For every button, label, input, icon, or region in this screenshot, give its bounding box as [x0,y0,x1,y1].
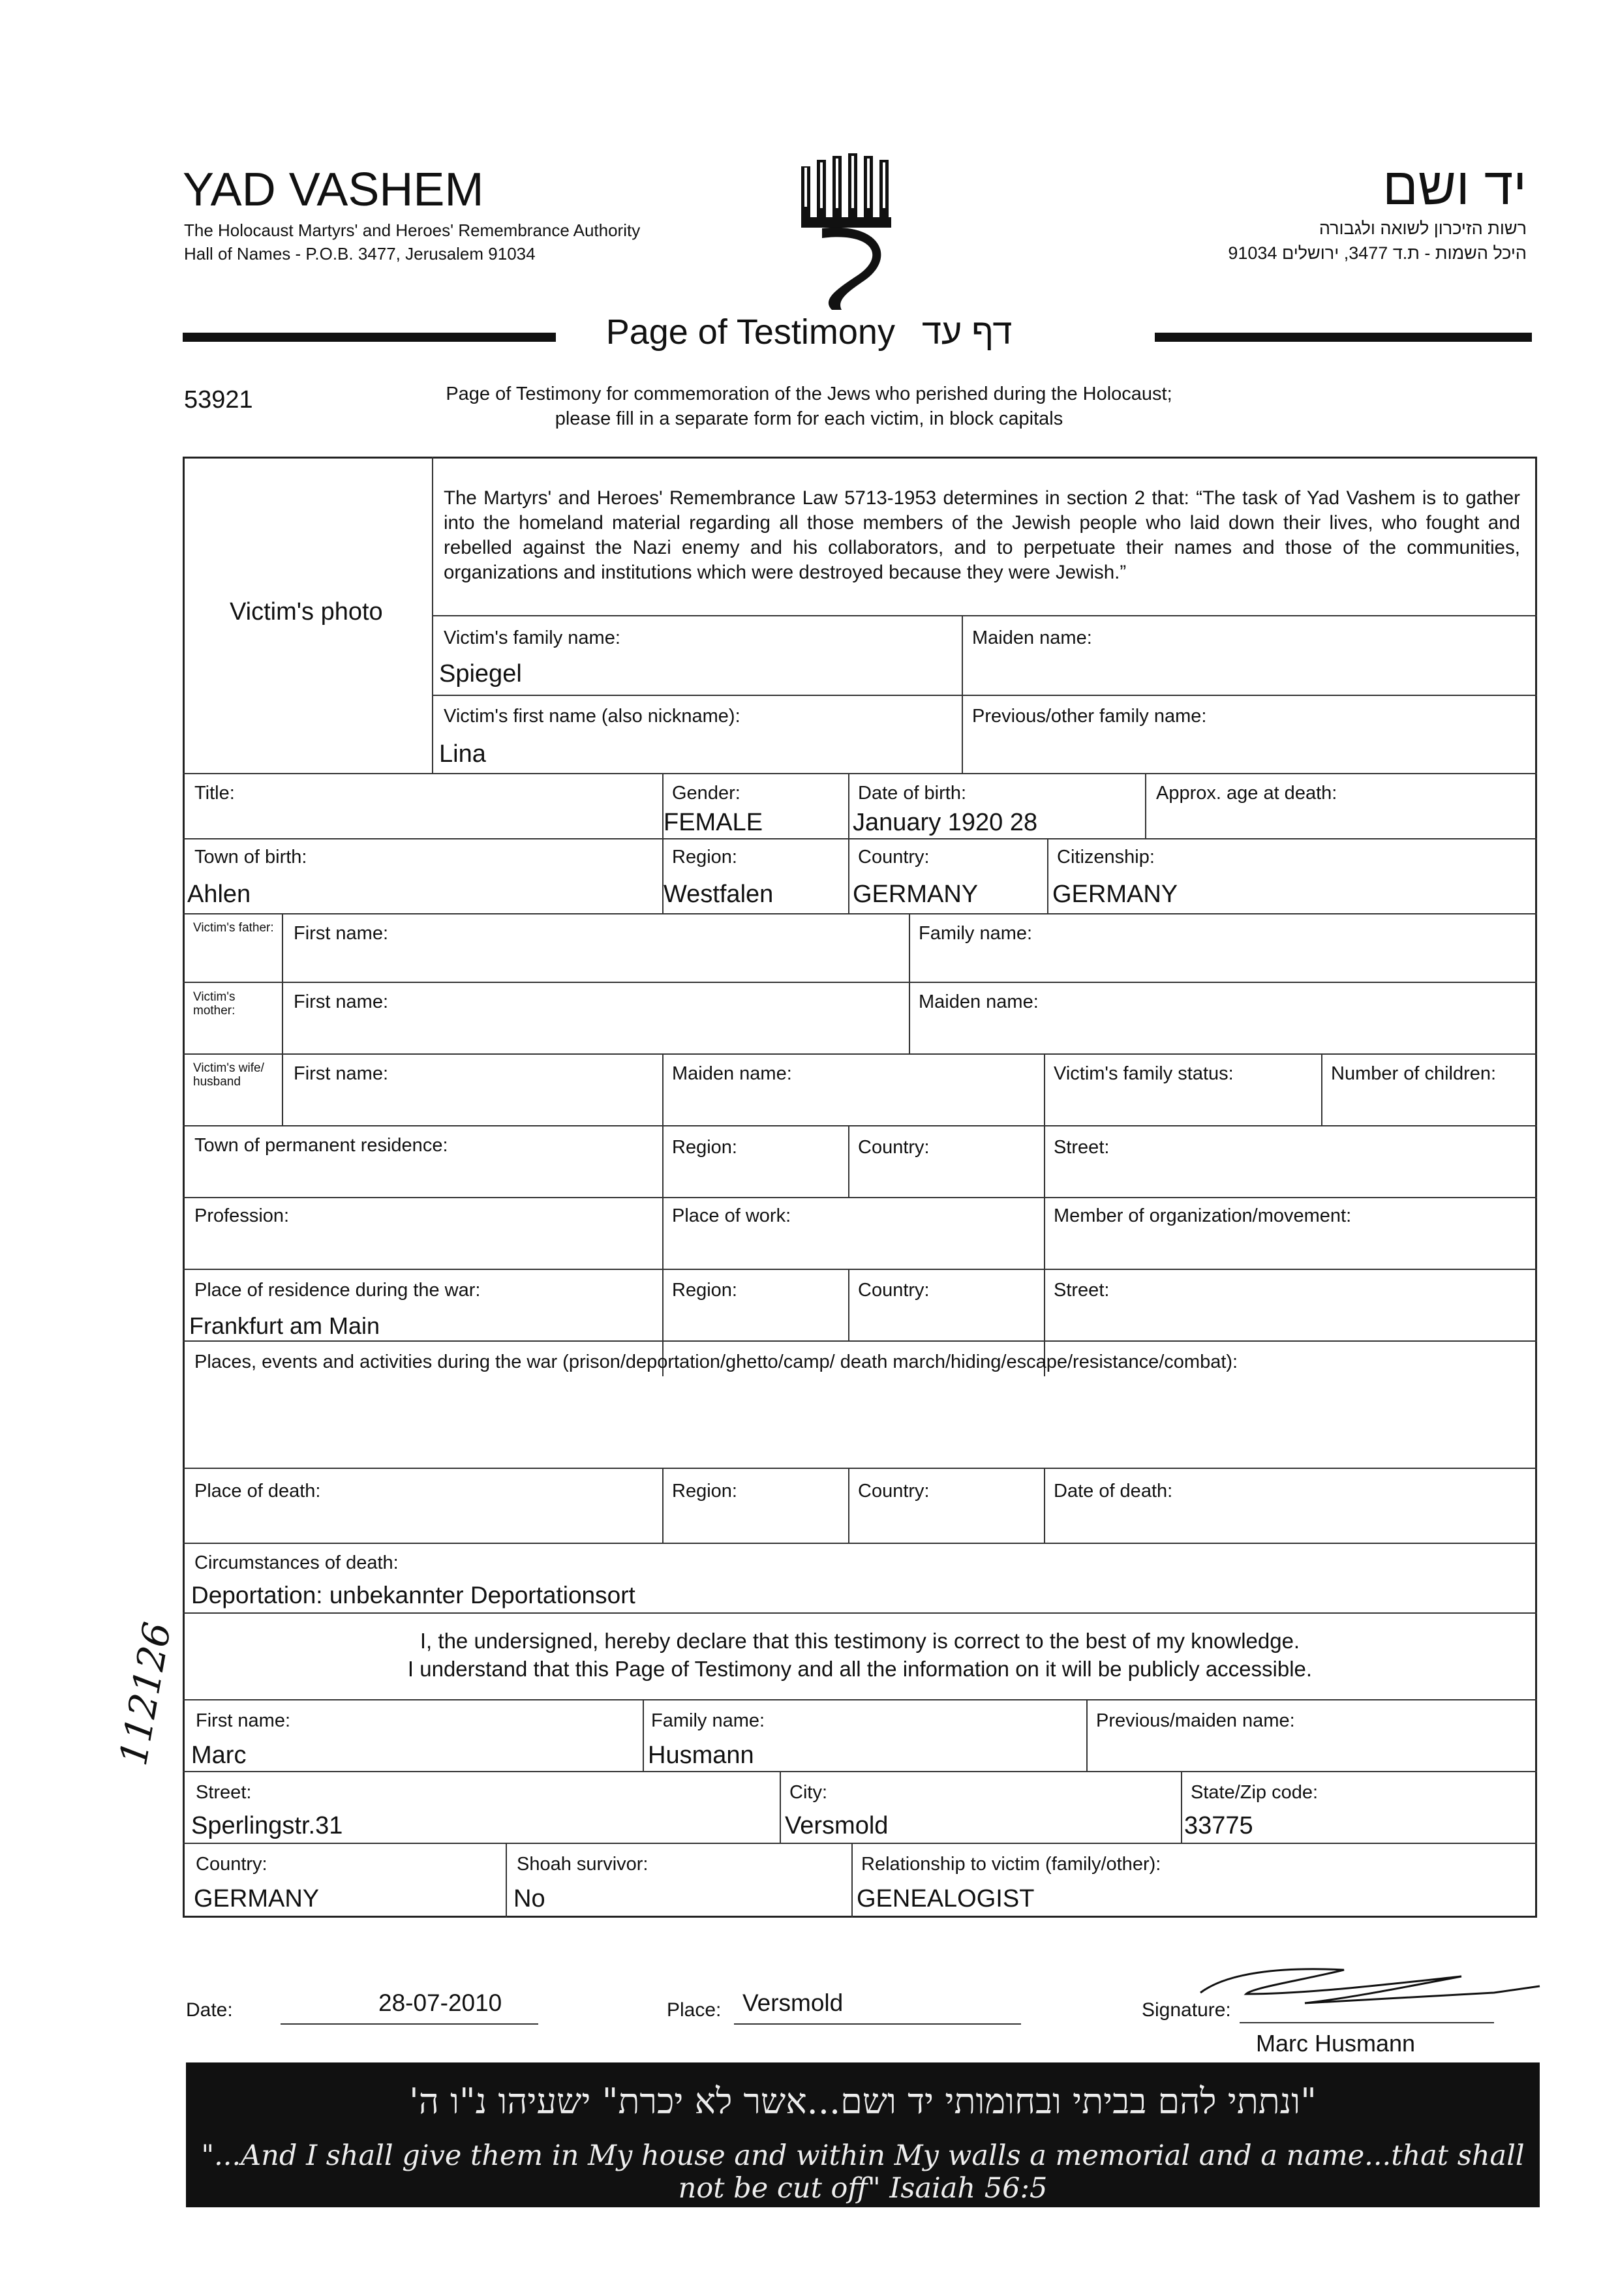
submitter-state-zip-value[interactable]: 33775 [1184,1812,1253,1839]
place-of-work-label: Place of work: [672,1205,791,1226]
submitter-first-name-label: First name: [196,1710,291,1731]
relationship-value[interactable]: GENEALOGIST [857,1885,1035,1912]
document-number: 53921 [184,386,253,414]
handwritten-margin-number: 112126 [111,1618,180,1769]
place-of-death-label: Place of death: [194,1481,321,1502]
family-name-label: Victim's family name: [444,627,620,648]
place-underline [734,2023,1021,2025]
banner-english-quote: "...And I shall give them in My house and within My walls a memorial and a name...that shall not be cut off" Isaiah 56:5 [201,2139,1525,2205]
org-subtitle-hebrew: רשות הזיכרון לשואה ולגבורה [1319,219,1527,238]
town-permanent-residence-label: Town of permanent residence: [194,1135,448,1156]
victims-photo-label: Victim's photo [230,598,383,626]
signature-name: Marc Husmann [1256,2030,1416,2057]
isaiah-quote-banner [186,2062,1540,2207]
law-text: The Martyrs' and Heroes' Remembrance Law 5713-1953 determines in section 2 that: “The task of Yad Vashem is to gather into the homeland material regarding all those members of the Jewish people who laid down their lives, who fought and rebelled against the Nazi enemy and his collaborators, and to perpetuate their names and those of the communities, organizations and institutions which were destroyed because they were Jewish.” [444,487,1520,583]
title-label: Title: [194,783,235,804]
residence-country-label: Country: [858,1137,930,1158]
mother-first-name-label: First name: [294,991,389,1012]
gender-label: Gender: [672,783,740,804]
date-of-birth-value[interactable]: January 1920 28 [853,809,1038,836]
member-organization-label: Member of organization/movement: [1054,1205,1352,1226]
date-value[interactable]: 28-07-2010 [378,1989,502,2016]
declaration-line-1: I, the undersigned, hereby declare that this testimony is correct to the best of my knowledge. [420,1629,1300,1653]
war-street-label: Street: [1054,1280,1110,1301]
submitter-city-value[interactable]: Versmold [785,1812,889,1839]
signature-scribble [1187,1947,1553,2019]
spouse-maiden-name-label: Maiden name: [672,1063,792,1084]
residence-during-war-value[interactable]: Frankfurt am Main [189,1312,380,1339]
approx-age-label: Approx. age at death: [1156,783,1337,804]
father-family-name-label: Family name: [919,923,1033,944]
signature-underline [1240,2022,1494,2023]
residence-during-war-label: Place of residence during the war: [194,1280,481,1301]
victims-father-label: Victim's father: [193,921,274,935]
submitter-previous-name-label: Previous/maiden name: [1096,1710,1295,1731]
victims-mother-label: Victim's mother: [193,990,236,1018]
page-title [0,312,1618,352]
birth-region-label: Region: [672,847,737,868]
declaration-line-2: I understand that this Page of Testimony and all the information on it will be publicly accessible. [407,1657,1313,1681]
org-name-hebrew: יד ושם [1382,157,1527,215]
yad-vashem-menorah-logo [796,153,900,310]
gender-value[interactable]: FEMALE [664,809,763,836]
first-name-value[interactable]: Lina [439,740,486,768]
intro-text [0,382,1618,431]
org-name-english: YAD VASHEM [183,164,484,216]
banner-hebrew-quote: "ונתתי להם בביתי ובחומותי יד ושם...אשר לא יכרת" ישעיהו נ"ו ה' [409,2081,1317,2122]
war-country-label: Country: [858,1280,930,1301]
date-of-birth-label: Date of birth: [858,783,967,804]
place-value[interactable]: Versmold [742,1989,844,2016]
submitter-state-zip-label: State/Zip code: [1191,1782,1319,1803]
citizenship-label: Citizenship: [1057,847,1155,868]
previous-family-name-label: Previous/other family name: [972,706,1207,727]
places-events-label: Places, events and activities during the war (prison/deportation/ghetto/camp/ death march/hiding/escape/resistance/combat): [194,1352,1238,1372]
testimony-form [183,457,1537,1918]
number-of-children-label: Number of children: [1331,1063,1497,1084]
birth-region-value[interactable]: Westfalen [664,881,774,908]
town-of-birth-label: Town of birth: [194,847,307,868]
submitter-city-label: City: [789,1782,827,1803]
victims-spouse-label: Victim's wife/ husband [193,1061,264,1089]
circumstances-value[interactable]: Deportation: unbekannter Deportationsort [191,1582,635,1609]
date-of-death-label: Date of death: [1054,1481,1173,1502]
father-first-name-label: First name: [294,923,389,944]
first-name-label: Victim's first name (also nickname): [444,706,740,727]
circumstances-label: Circumstances of death: [194,1552,399,1573]
citizenship-value[interactable]: GERMANY [1052,881,1178,908]
relationship-label: Relationship to victim (family/other): [861,1854,1161,1875]
death-country-label: Country: [858,1481,930,1502]
org-address-hebrew: היכל השמות - ת.ד 3477, ירושלים 91034 [1228,243,1527,263]
birth-country-label: Country: [858,847,930,868]
submitter-family-name-label: Family name: [651,1710,765,1731]
date-underline [281,2023,538,2025]
org-address-english: Hall of Names - P.O.B. 3477, Jerusalem 91034 [184,244,536,264]
submitter-first-name-value[interactable]: Marc [191,1742,247,1769]
date-label: Date: [186,1999,233,2021]
page-title-hebrew: דף עד [921,312,1013,352]
spouse-first-name-label: First name: [294,1063,389,1084]
shoah-survivor-label: Shoah survivor: [517,1854,649,1875]
birth-country-value[interactable]: GERMANY [853,881,979,908]
residence-region-label: Region: [672,1137,737,1158]
org-subtitle-english: The Holocaust Martyrs' and Heroes' Remembrance Authority [184,220,641,240]
war-region-label: Region: [672,1280,737,1301]
family-name-value[interactable]: Spiegel [439,660,522,687]
submitter-country-value[interactable]: GERMANY [194,1885,320,1912]
maiden-name-label: Maiden name: [972,627,1092,648]
profession-label: Profession: [194,1205,290,1226]
submitter-street-value[interactable]: Sperlingstr.31 [191,1812,343,1839]
place-label: Place: [667,1999,722,2021]
mother-maiden-name-label: Maiden name: [919,991,1039,1012]
page-title-english: Page of Testimony [605,312,895,352]
submitter-country-label: Country: [196,1854,267,1875]
residence-street-label: Street: [1054,1137,1110,1158]
family-status-label: Victim's family status: [1054,1063,1234,1084]
signature-label: Signature: [1142,1999,1231,2021]
shoah-survivor-value[interactable]: No [513,1885,545,1912]
intro-line-1: Page of Testimony for commemoration of the Jews who perished during the Holocaust; [446,384,1172,404]
submitter-street-label: Street: [196,1782,252,1803]
town-of-birth-value[interactable]: Ahlen [187,881,251,908]
submitter-family-name-value[interactable]: Husmann [648,1742,754,1769]
intro-line-2: please fill in a separate form for each victim, in block capitals [555,408,1063,429]
death-region-label: Region: [672,1481,737,1502]
